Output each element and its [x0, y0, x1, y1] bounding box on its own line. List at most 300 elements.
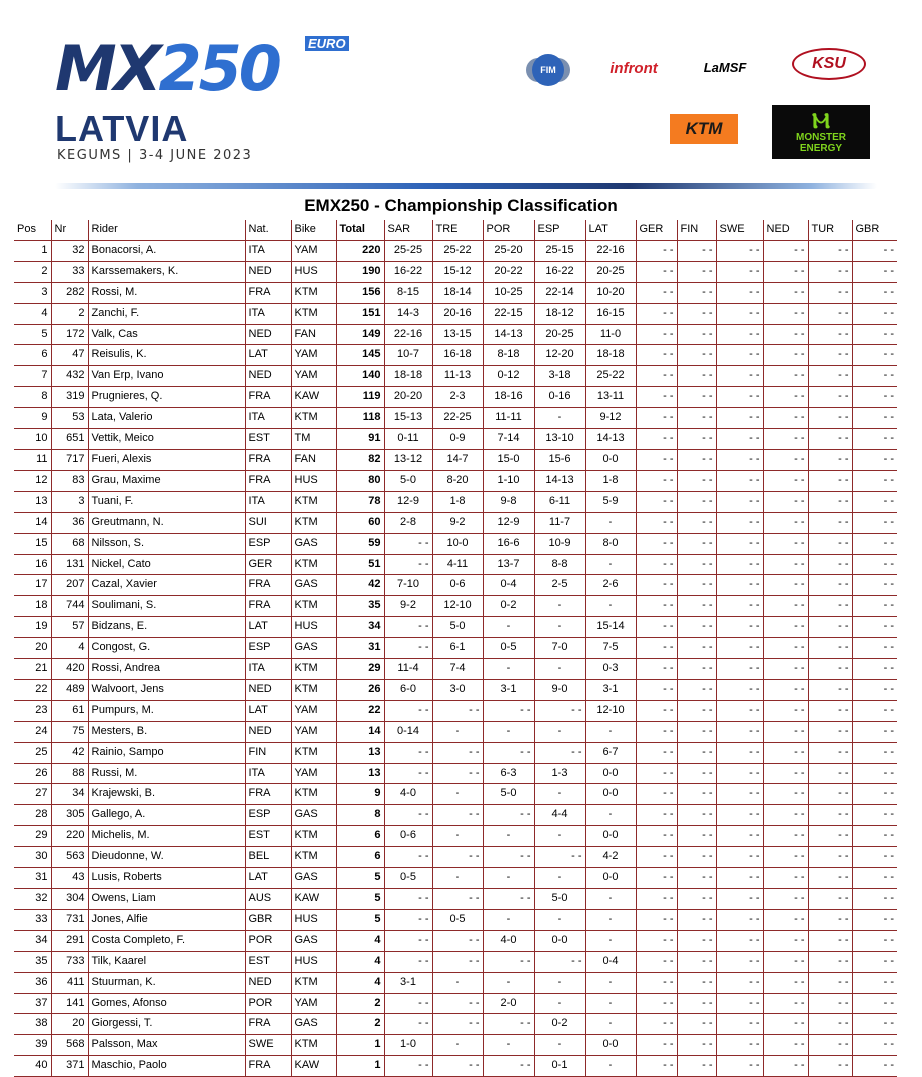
- cell-sar: - -: [384, 638, 432, 659]
- cell-future-round: - -: [677, 303, 716, 324]
- cell-pos: 14: [14, 512, 51, 533]
- cell-future-round: - -: [677, 1014, 716, 1035]
- cell-future-round: - -: [763, 638, 808, 659]
- cell-future-round: - -: [852, 303, 897, 324]
- cell-total: 31: [336, 638, 384, 659]
- cell-future-round: - -: [677, 930, 716, 951]
- cell-bike: KTM: [291, 659, 336, 680]
- cell-rider: Bidzans, E.: [88, 617, 245, 638]
- cell-future-round: - -: [808, 1056, 852, 1077]
- cell-pos: 2: [14, 261, 51, 282]
- cell-rider: Valk, Cas: [88, 324, 245, 345]
- cell-nat: LAT: [245, 700, 291, 721]
- table-row: [14, 805, 897, 826]
- column-header-nat: Nat.: [245, 220, 291, 240]
- cell-future-round: - -: [763, 700, 808, 721]
- cell-future-round: - -: [636, 617, 677, 638]
- cell-future-round: - -: [716, 700, 763, 721]
- cell-future-round: - -: [763, 889, 808, 910]
- cell-future-round: - -: [716, 868, 763, 889]
- cell-nat: SWE: [245, 1035, 291, 1056]
- cell-lat: 10-20: [585, 282, 636, 303]
- cell-future-round: - -: [636, 387, 677, 408]
- table-row: [14, 470, 897, 491]
- cell-por: 5-0: [483, 784, 534, 805]
- cell-nat: FRA: [245, 1056, 291, 1077]
- table-body: [14, 240, 897, 1076]
- cell-tre: -: [432, 721, 483, 742]
- cell-esp: 4-4: [534, 805, 585, 826]
- cell-future-round: - -: [677, 742, 716, 763]
- table-row: [14, 282, 897, 303]
- cell-por: 14-13: [483, 324, 534, 345]
- cell-pos: 22: [14, 679, 51, 700]
- cell-sar: 4-0: [384, 784, 432, 805]
- cell-future-round: - -: [852, 512, 897, 533]
- cell-tre: - -: [432, 1014, 483, 1035]
- cell-future-round: - -: [636, 721, 677, 742]
- cell-future-round: - -: [808, 659, 852, 680]
- table-row: [14, 1056, 897, 1077]
- cell-sar: 2-8: [384, 512, 432, 533]
- column-header-esp: ESP: [534, 220, 585, 240]
- cell-nat: FRA: [245, 784, 291, 805]
- cell-nr: 717: [51, 449, 88, 470]
- cell-sar: - -: [384, 993, 432, 1014]
- cell-bike: YAM: [291, 240, 336, 261]
- cell-future-round: - -: [636, 700, 677, 721]
- cell-esp: -: [534, 868, 585, 889]
- cell-nat: GER: [245, 554, 291, 575]
- cell-future-round: - -: [716, 554, 763, 575]
- cell-future-round: - -: [763, 993, 808, 1014]
- table-row: [14, 721, 897, 742]
- table-row: [14, 763, 897, 784]
- cell-future-round: - -: [808, 324, 852, 345]
- cell-tre: - -: [432, 1056, 483, 1077]
- cell-future-round: - -: [808, 261, 852, 282]
- cell-future-round: - -: [808, 679, 852, 700]
- column-header-ned: NED: [763, 220, 808, 240]
- cell-esp: -: [534, 972, 585, 993]
- cell-nat: EST: [245, 951, 291, 972]
- cell-future-round: - -: [763, 554, 808, 575]
- cell-future-round: - -: [636, 826, 677, 847]
- cell-future-round: - -: [716, 972, 763, 993]
- cell-por: -: [483, 1035, 534, 1056]
- cell-lat: 8-0: [585, 533, 636, 554]
- cell-nr: 131: [51, 554, 88, 575]
- cell-future-round: - -: [636, 1035, 677, 1056]
- cell-esp: 8-8: [534, 554, 585, 575]
- cell-future-round: - -: [808, 972, 852, 993]
- cell-future-round: - -: [677, 282, 716, 303]
- cell-lat: -: [585, 993, 636, 1014]
- cell-future-round: - -: [677, 826, 716, 847]
- cell-future-round: - -: [716, 805, 763, 826]
- cell-por: - -: [483, 847, 534, 868]
- cell-nr: 2: [51, 303, 88, 324]
- cell-future-round: - -: [763, 429, 808, 450]
- cell-lat: 0-0: [585, 784, 636, 805]
- page-header: [0, 0, 922, 195]
- cell-future-round: - -: [636, 282, 677, 303]
- cell-rider: Lata, Valerio: [88, 408, 245, 429]
- cell-future-round: - -: [763, 324, 808, 345]
- cell-tre: 7-4: [432, 659, 483, 680]
- cell-esp: 10-9: [534, 533, 585, 554]
- cell-future-round: - -: [852, 554, 897, 575]
- cell-rider: Karssemakers, K.: [88, 261, 245, 282]
- cell-nat: ITA: [245, 491, 291, 512]
- column-header-fin: FIN: [677, 220, 716, 240]
- cell-nat: ESP: [245, 805, 291, 826]
- cell-bike: KTM: [291, 282, 336, 303]
- cell-future-round: - -: [763, 659, 808, 680]
- cell-bike: KTM: [291, 596, 336, 617]
- cell-total: 1: [336, 1056, 384, 1077]
- cell-future-round: - -: [852, 679, 897, 700]
- cell-sar: - -: [384, 909, 432, 930]
- cell-pos: 4: [14, 303, 51, 324]
- cell-future-round: - -: [808, 930, 852, 951]
- monster-logo-text: MONSTER: [796, 132, 846, 143]
- cell-esp: 11-7: [534, 512, 585, 533]
- cell-esp: 2-5: [534, 575, 585, 596]
- cell-nr: 47: [51, 345, 88, 366]
- cell-tre: 25-22: [432, 240, 483, 261]
- cell-total: 82: [336, 449, 384, 470]
- cell-por: 13-7: [483, 554, 534, 575]
- cell-future-round: - -: [763, 1035, 808, 1056]
- cell-tre: 13-15: [432, 324, 483, 345]
- cell-bike: KAW: [291, 889, 336, 910]
- cell-future-round: - -: [852, 449, 897, 470]
- cell-sar: 11-4: [384, 659, 432, 680]
- mx250-logo: [55, 32, 346, 105]
- cell-lat: 0-0: [585, 826, 636, 847]
- cell-esp: 16-22: [534, 261, 585, 282]
- cell-future-round: - -: [808, 345, 852, 366]
- cell-total: 6: [336, 826, 384, 847]
- cell-nat: EST: [245, 826, 291, 847]
- cell-future-round: - -: [852, 930, 897, 951]
- cell-por: -: [483, 659, 534, 680]
- table-row: [14, 366, 897, 387]
- cell-total: 80: [336, 470, 384, 491]
- cell-pos: 6: [14, 345, 51, 366]
- cell-esp: -: [534, 826, 585, 847]
- cell-total: 9: [336, 784, 384, 805]
- cell-total: 51: [336, 554, 384, 575]
- cell-future-round: - -: [716, 240, 763, 261]
- cell-nat: POR: [245, 993, 291, 1014]
- cell-nr: 420: [51, 659, 88, 680]
- cell-nat: FRA: [245, 470, 291, 491]
- cell-total: 145: [336, 345, 384, 366]
- cell-lat: 0-0: [585, 449, 636, 470]
- cell-future-round: - -: [636, 575, 677, 596]
- cell-pos: 18: [14, 596, 51, 617]
- cell-future-round: - -: [852, 1035, 897, 1056]
- cell-lat: -: [585, 596, 636, 617]
- cell-rider: Walvoort, Jens: [88, 679, 245, 700]
- cell-por: 3-1: [483, 679, 534, 700]
- cell-nr: 319: [51, 387, 88, 408]
- cell-por: 4-0: [483, 930, 534, 951]
- cell-future-round: - -: [716, 638, 763, 659]
- cell-future-round: - -: [636, 763, 677, 784]
- cell-pos: 30: [14, 847, 51, 868]
- cell-pos: 15: [14, 533, 51, 554]
- cell-future-round: - -: [763, 868, 808, 889]
- cell-sar: 0-14: [384, 721, 432, 742]
- cell-bike: KAW: [291, 1056, 336, 1077]
- cell-future-round: - -: [808, 596, 852, 617]
- cell-future-round: - -: [763, 972, 808, 993]
- cell-lat: 11-0: [585, 324, 636, 345]
- cell-future-round: - -: [636, 1056, 677, 1077]
- cell-rider: Nilsson, S.: [88, 533, 245, 554]
- cell-future-round: - -: [636, 596, 677, 617]
- cell-future-round: - -: [808, 868, 852, 889]
- cell-future-round: - -: [636, 449, 677, 470]
- cell-future-round: - -: [677, 638, 716, 659]
- cell-pos: 28: [14, 805, 51, 826]
- cell-total: 156: [336, 282, 384, 303]
- cell-future-round: - -: [763, 261, 808, 282]
- cell-future-round: - -: [716, 930, 763, 951]
- cell-sar: - -: [384, 742, 432, 763]
- cell-future-round: - -: [852, 951, 897, 972]
- table-row: [14, 784, 897, 805]
- cell-lat: -: [585, 512, 636, 533]
- cell-tre: - -: [432, 930, 483, 951]
- cell-nat: FRA: [245, 387, 291, 408]
- cell-nat: FRA: [245, 596, 291, 617]
- cell-esp: 3-18: [534, 366, 585, 387]
- table-row: [14, 742, 897, 763]
- cell-bike: KTM: [291, 972, 336, 993]
- cell-bike: YAM: [291, 993, 336, 1014]
- cell-future-round: - -: [808, 575, 852, 596]
- cell-por: 9-8: [483, 491, 534, 512]
- cell-future-round: - -: [677, 533, 716, 554]
- column-header-gbr: GBR: [852, 220, 897, 240]
- table-row: [14, 261, 897, 282]
- cell-rider: Costa Completo, F.: [88, 930, 245, 951]
- cell-pos: 27: [14, 784, 51, 805]
- cell-nat: EST: [245, 429, 291, 450]
- cell-future-round: - -: [677, 993, 716, 1014]
- cell-nr: 282: [51, 282, 88, 303]
- cell-rider: Maschio, Paolo: [88, 1056, 245, 1077]
- cell-pos: 7: [14, 366, 51, 387]
- table-row: [14, 826, 897, 847]
- table-row: [14, 575, 897, 596]
- table-row: [14, 679, 897, 700]
- cell-esp: - -: [534, 951, 585, 972]
- cell-future-round: - -: [808, 429, 852, 450]
- cell-pos: 21: [14, 659, 51, 680]
- cell-future-round: - -: [636, 784, 677, 805]
- cell-nr: 432: [51, 366, 88, 387]
- cell-pos: 25: [14, 742, 51, 763]
- cell-pos: 12: [14, 470, 51, 491]
- cell-por: 12-9: [483, 512, 534, 533]
- cell-future-round: - -: [808, 909, 852, 930]
- cell-rider: Greutmann, N.: [88, 512, 245, 533]
- cell-future-round: - -: [808, 408, 852, 429]
- cell-total: 1: [336, 1035, 384, 1056]
- event-name: LATVIA: [55, 108, 189, 149]
- cell-total: 149: [336, 324, 384, 345]
- cell-pos: 11: [14, 449, 51, 470]
- table-row: [14, 512, 897, 533]
- cell-future-round: - -: [716, 847, 763, 868]
- cell-future-round: - -: [636, 429, 677, 450]
- cell-future-round: - -: [677, 596, 716, 617]
- column-header-rider: Rider: [88, 220, 245, 240]
- cell-rider: Rossi, M.: [88, 282, 245, 303]
- cell-nat: NED: [245, 324, 291, 345]
- table-row: [14, 554, 897, 575]
- cell-lat: 16-15: [585, 303, 636, 324]
- cell-sar: - -: [384, 763, 432, 784]
- cell-total: 26: [336, 679, 384, 700]
- cell-bike: GAS: [291, 868, 336, 889]
- cell-future-round: - -: [636, 512, 677, 533]
- cell-pos: 23: [14, 700, 51, 721]
- cell-rider: Rossi, Andrea: [88, 659, 245, 680]
- cell-future-round: - -: [852, 324, 897, 345]
- cell-future-round: - -: [763, 596, 808, 617]
- cell-future-round: - -: [636, 847, 677, 868]
- cell-future-round: - -: [808, 742, 852, 763]
- cell-future-round: - -: [716, 763, 763, 784]
- cell-rider: Bonacorsi, A.: [88, 240, 245, 261]
- cell-tre: - -: [432, 847, 483, 868]
- logo-250-text: 250: [158, 32, 279, 105]
- cell-lat: -: [585, 805, 636, 826]
- cell-future-round: - -: [808, 826, 852, 847]
- cell-pos: 37: [14, 993, 51, 1014]
- cell-por: - -: [483, 889, 534, 910]
- cell-future-round: - -: [852, 659, 897, 680]
- cell-nr: 733: [51, 951, 88, 972]
- cell-future-round: - -: [636, 805, 677, 826]
- cell-total: 34: [336, 617, 384, 638]
- cell-nr: 141: [51, 993, 88, 1014]
- cell-sar: 6-0: [384, 679, 432, 700]
- cell-tre: -: [432, 784, 483, 805]
- cell-por: 6-3: [483, 763, 534, 784]
- cell-lat: 15-14: [585, 617, 636, 638]
- cell-nr: 61: [51, 700, 88, 721]
- cell-rider: Congost, G.: [88, 638, 245, 659]
- cell-rider: Nickel, Cato: [88, 554, 245, 575]
- column-header-total: Total: [336, 220, 384, 240]
- cell-rider: Reisulis, K.: [88, 345, 245, 366]
- cell-total: 118: [336, 408, 384, 429]
- page-title: EMX250 - Championship Classification: [304, 196, 618, 215]
- column-header-tre: TRE: [432, 220, 483, 240]
- cell-esp: 9-0: [534, 679, 585, 700]
- cell-future-round: - -: [852, 366, 897, 387]
- cell-future-round: - -: [677, 951, 716, 972]
- cell-future-round: - -: [852, 638, 897, 659]
- infront-logo: infront: [610, 59, 658, 77]
- cell-future-round: - -: [716, 429, 763, 450]
- cell-future-round: - -: [808, 366, 852, 387]
- cell-future-round: - -: [852, 282, 897, 303]
- cell-total: 59: [336, 533, 384, 554]
- cell-future-round: - -: [636, 366, 677, 387]
- column-header-lat: LAT: [585, 220, 636, 240]
- cell-bike: HUS: [291, 470, 336, 491]
- cell-future-round: - -: [808, 763, 852, 784]
- cell-future-round: - -: [716, 533, 763, 554]
- cell-future-round: - -: [677, 261, 716, 282]
- column-header-tur: TUR: [808, 220, 852, 240]
- cell-esp: 1-3: [534, 763, 585, 784]
- cell-bike: KAW: [291, 387, 336, 408]
- cell-future-round: - -: [636, 972, 677, 993]
- cell-esp: 14-13: [534, 470, 585, 491]
- cell-por: 0-2: [483, 596, 534, 617]
- cell-por: - -: [483, 1014, 534, 1035]
- monster-logo-subtext: ENERGY: [799, 143, 843, 154]
- cell-bike: YAM: [291, 721, 336, 742]
- cell-rider: Rainio, Sampo: [88, 742, 245, 763]
- cell-future-round: - -: [763, 763, 808, 784]
- cell-nat: FRA: [245, 575, 291, 596]
- cell-nat: NED: [245, 366, 291, 387]
- cell-future-round: - -: [677, 617, 716, 638]
- cell-tre: 15-12: [432, 261, 483, 282]
- cell-lat: 14-13: [585, 429, 636, 450]
- cell-pos: 8: [14, 387, 51, 408]
- cell-future-round: - -: [763, 826, 808, 847]
- cell-future-round: - -: [808, 470, 852, 491]
- cell-future-round: - -: [852, 575, 897, 596]
- cell-tre: 3-0: [432, 679, 483, 700]
- cell-total: 190: [336, 261, 384, 282]
- cell-esp: 0-1: [534, 1056, 585, 1077]
- cell-por: -: [483, 972, 534, 993]
- cell-esp: -: [534, 909, 585, 930]
- cell-future-round: - -: [677, 659, 716, 680]
- cell-pos: 29: [14, 826, 51, 847]
- cell-tre: 0-6: [432, 575, 483, 596]
- cell-pos: 1: [14, 240, 51, 261]
- cell-rider: Owens, Liam: [88, 889, 245, 910]
- cell-rider: Tilk, Kaarel: [88, 951, 245, 972]
- cell-tre: - -: [432, 889, 483, 910]
- cell-future-round: - -: [716, 491, 763, 512]
- cell-future-round: - -: [808, 512, 852, 533]
- cell-future-round: - -: [677, 721, 716, 742]
- cell-future-round: - -: [636, 868, 677, 889]
- cell-rider: Michelis, M.: [88, 826, 245, 847]
- cell-nat: ITA: [245, 763, 291, 784]
- cell-esp: -: [534, 408, 585, 429]
- cell-sar: 25-25: [384, 240, 432, 261]
- cell-future-round: - -: [716, 408, 763, 429]
- cell-total: 4: [336, 951, 384, 972]
- cell-esp: -: [534, 1035, 585, 1056]
- cell-tre: 8-20: [432, 470, 483, 491]
